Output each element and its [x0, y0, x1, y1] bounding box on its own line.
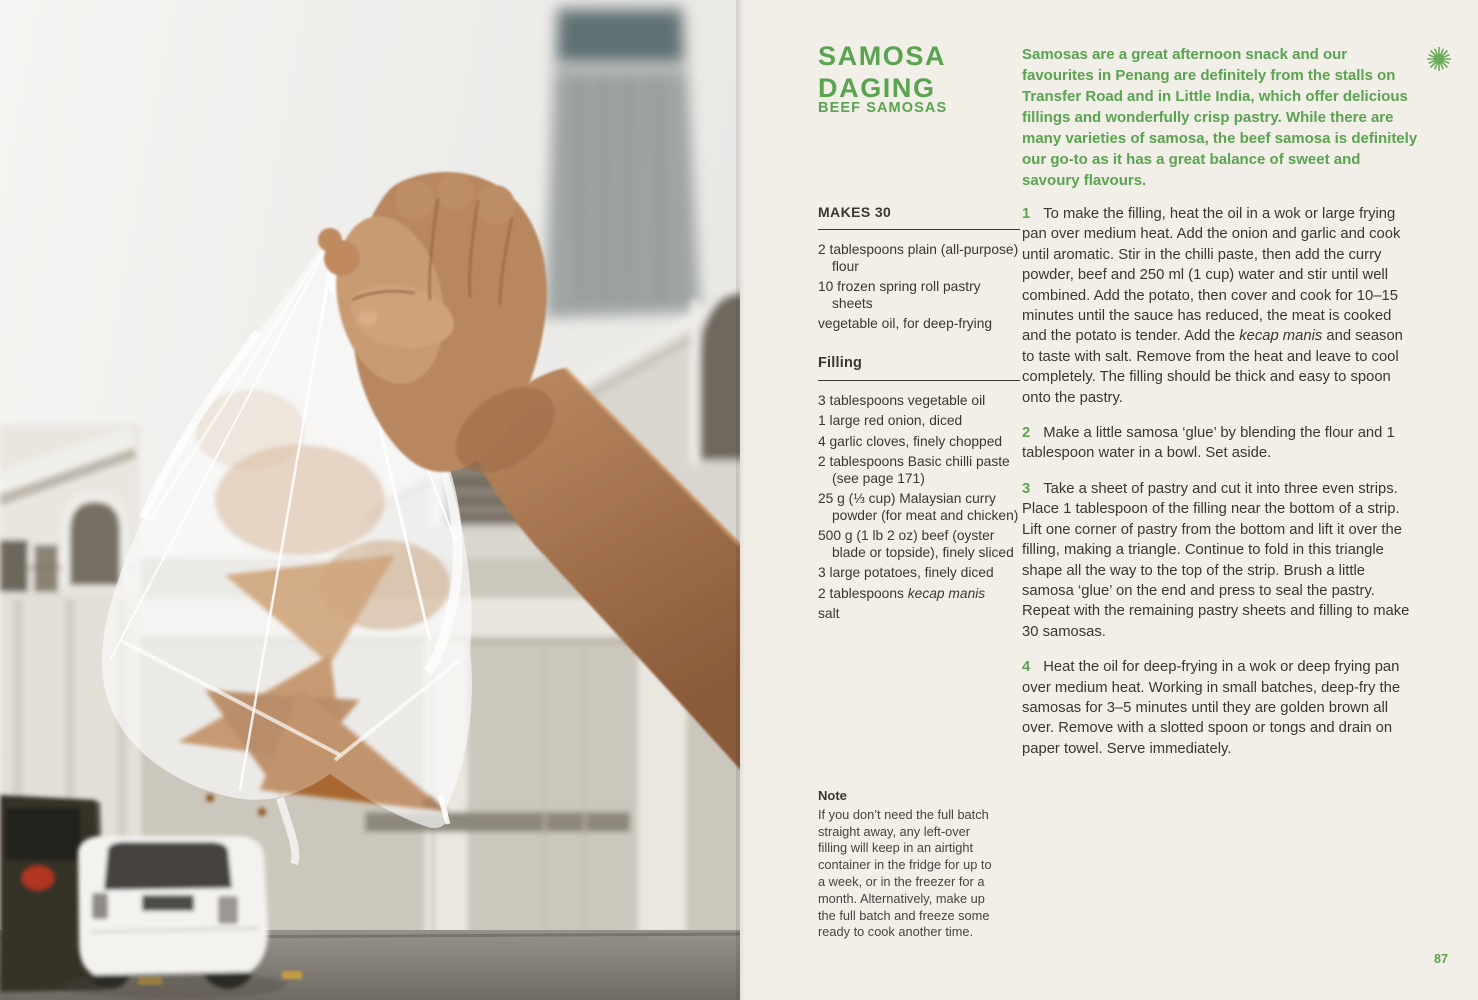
- filling-section: [818, 355, 1020, 623]
- step-item: [1022, 657, 1416, 759]
- page-number: 87: [1434, 952, 1448, 966]
- recipe-title-line2: DAGING: [818, 73, 936, 103]
- note-title: Note: [818, 788, 847, 803]
- ingredient-item: vegetable oil, for deep-frying: [818, 316, 993, 331]
- ingredient-item: 10 frozen spring roll pastry sheets: [818, 279, 981, 311]
- ingredient-item: 2 tablespoons plain (all-purpose) flour: [818, 242, 1019, 274]
- step-number: 3: [1022, 480, 1031, 497]
- makes-header: MAKES 30: [818, 204, 1020, 230]
- step-text: Take a sheet of pastry and cut it into three even strips. Place 1 tablespoon of the filling near the bottom of a strip. Lift one corner of pastry from the bottom and lift it over the filling, making a triangle. Continue to fold in this triangle shape all the way to the top of the strip. Brush a little samosa ‘glue’ on the end and press to seal the pastry. Repeat with the remaining pastry sheets and filling to make 30 samosas.: [1022, 480, 1410, 640]
- ingredients-column: [818, 204, 1020, 627]
- ingredient-item: 3 large potatoes, finely diced: [818, 565, 994, 580]
- recipe-subtitle: BEEF SAMOSAS: [818, 100, 948, 116]
- ingredient-item: 2 tablespoons kecap manis: [818, 585, 986, 601]
- ingredients-list: [818, 242, 1020, 333]
- step-item: [1022, 204, 1416, 408]
- starburst-icon: [1426, 46, 1452, 72]
- step-text: Heat the oil for deep-frying in a wok or deep frying pan over medium heat. Working in small batches, deep-fry the samosas for 3–5 minutes until they are golden brown all over. Remove with a slotted spoon or tongs and drain on paper towel. Serve immediately.: [1022, 659, 1401, 757]
- step-number: 2: [1022, 425, 1031, 442]
- filling-list: [818, 393, 1020, 623]
- ingredient-item: 2 tablespoons Basic chilli paste (see page 171): [818, 454, 1010, 486]
- filling-header: Filling: [818, 355, 1020, 381]
- step-number: 1: [1022, 206, 1031, 222]
- note-body: If you don’t need the full batch straight away, any left-over filling will keep in an airtight container in the fridge for up to a week, or in the freezer for a month. Alternatively, make up the full batch and freeze some ready to cook another time.: [818, 806, 992, 940]
- method-steps: [1022, 204, 1416, 774]
- ingredient-item: 25 g (⅓ cup) Malaysian curry powder (for meat and chicken): [818, 491, 1019, 523]
- ingredient-item: salt: [818, 606, 840, 621]
- step-item: [1022, 423, 1416, 464]
- recipe-title: [818, 40, 946, 104]
- ingredient-item: 1 large red onion, diced: [818, 413, 963, 428]
- step-item: [1022, 479, 1416, 642]
- recipe-title-line1: SAMOSA: [818, 41, 947, 71]
- recipe-intro: Samosas are a great afternoon snack and our favourites in Penang are definitely from the stalls on Transfer Road and in Little India, which offer delicious fillings and wonderfully crisp pastry. While there are many varieties of samosa, the beef samosa is definitely our go-to as it has a great balance of sweet and savoury flavours.: [1022, 46, 1418, 189]
- ingredient-item: 500 g (1 lb 2 oz) beef (oyster blade or topside), finely sliced: [818, 528, 1014, 560]
- recipe-page: [740, 0, 1478, 1000]
- step-number: 4: [1022, 659, 1031, 676]
- step-text: Make a little samosa ‘glue’ by blending the flour and 1 tablespoon water in a bowl. Set aside.: [1022, 425, 1395, 462]
- step-text: To make the filling, heat the oil in a wok or large frying pan over medium heat. Add the onion and garlic and cook until aromatic. Stir in the chilli paste, then add the curry powder, beef and 250 ml (1 cup) water and stir until well combined. Add the potato, then cover and cook for 10–15 minutes until the sauce has reduced, the meat is cooked and the potato is tender. Add the kecap manis and season to taste with salt. Remove from the heat and leave to cool completely. The filling should be thick and easy to spoon onto the pastry.: [1022, 206, 1403, 406]
- ingredient-item: 4 garlic cloves, finely chopped: [818, 433, 1003, 449]
- note-block: [818, 788, 1002, 941]
- ingredient-item: 3 tablespoons vegetable oil: [818, 392, 986, 408]
